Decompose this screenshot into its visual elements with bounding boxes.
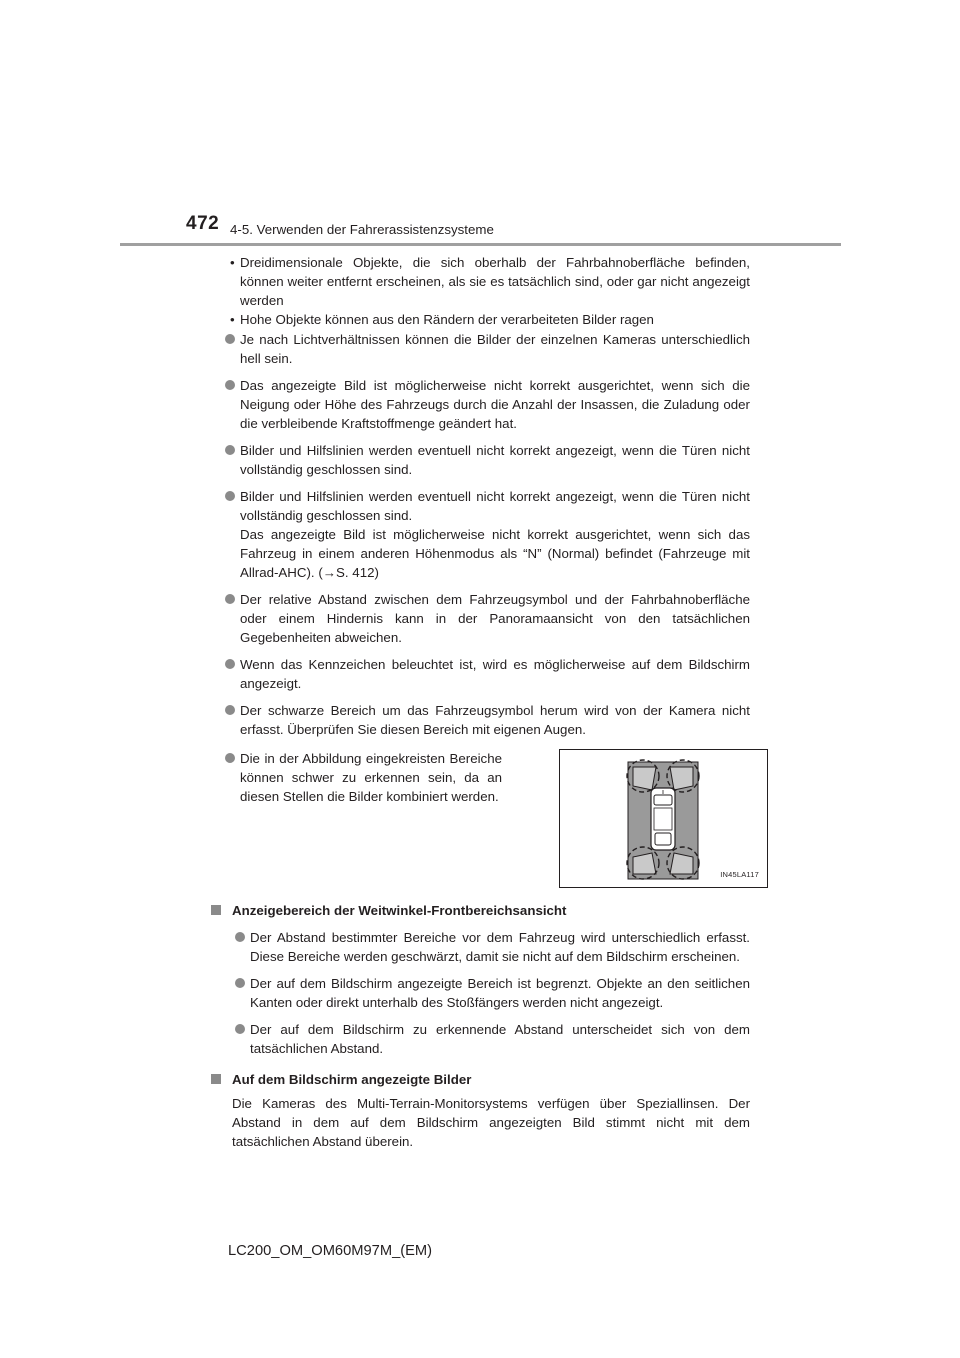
section-title: 4-5. Verwenden der Fahrerassistenzsysteme bbox=[230, 222, 494, 237]
camera-overlap-figure bbox=[559, 749, 768, 888]
bullet-icon bbox=[225, 491, 235, 501]
list-item: Der relative Abstand zwischen dem Fahrzeugsymbol und der Fahrbahnoberfläche oder einem Hindernis kann in der Panoramaansicht von den tatsächlichen Gegebenheiten abweichen. bbox=[222, 590, 750, 647]
list-item: Je nach Lichtverhältnissen können die Bilder der einzelnen Kameras unterschiedlich hell sein. bbox=[222, 330, 750, 368]
list-item: Der auf dem Bildschirm zu erkennende Abstand unterscheidet sich von dem tatsächlichen Abstand. bbox=[232, 1020, 750, 1058]
list-item: Bilder und Hilfslinien werden eventuell nicht korrekt angezeigt, wenn die Türen nicht vollständig geschlossen sind. bbox=[222, 441, 750, 479]
bullet-icon bbox=[225, 380, 235, 390]
sub-bullet-icon: • bbox=[230, 312, 235, 327]
figure-caption: IN45LA117 bbox=[720, 870, 759, 879]
sub-list-item: • Dreidimensionale Objekte, die sich oberhalb der Fahrbahnoberfläche befinden, können weiter entfernt erscheinen, als sie es tatsächlich sind, oder gar nicht angezeigt werden bbox=[230, 255, 750, 308]
document-code: LC200_OM_OM60M97M_(EM) bbox=[228, 1243, 433, 1259]
list-item-with-figure: Die in der Abbildung eingekreisten Bereiche können schwer zu erkennen sein, da an diesen Stellen die Bilder kombiniert werden. IN45LA117 bbox=[222, 749, 750, 887]
sub-list-item: • Hohe Objekte können aus den Rändern der verarbeiteten Bilder ragen bbox=[230, 312, 654, 327]
list-item: Das angezeigte Bild ist möglicherweise nicht korrekt ausgerichtet, wenn sich die Neigung oder Höhe des Fahrzeugs durch die Anzahl der Insassen, die Zuladung oder die verbleibende Kraftstoffmenge geändert hat. bbox=[222, 376, 750, 433]
bullet-icon bbox=[235, 1024, 245, 1034]
sub-bullet-icon: • bbox=[230, 255, 235, 270]
bullet-icon bbox=[225, 334, 235, 344]
bullet-icon bbox=[225, 594, 235, 604]
section-body: Die Kameras des Multi-Terrain-Monitorsystems verfügen über Speziallinsen. Der Abstand in dem auf dem Bildschirm angezeigten Bild stimmt nicht mit dem tatsächlichen Abstand überein. bbox=[232, 1096, 750, 1149]
square-bullet-icon bbox=[211, 905, 221, 915]
list-item: Wenn das Kennzeichen beleuchtet ist, wird es möglicherweise auf dem Bildschirm angezeigt. bbox=[222, 655, 750, 693]
list-item: Bilder und Hilfslinien werden eventuell nicht korrekt angezeigt, wenn die Türen nicht vollständig geschlossen sind. Das angezeigte Bild ist möglicherweise nicht korrekt ausgerichtet, wenn sich das Fahrzeug in einem anderen Höhenmodus als “N” (Normal) befindet (Fahrzeuge mit Allrad-AHC). (→S. 412) bbox=[222, 487, 750, 582]
square-bullet-icon bbox=[211, 1074, 221, 1084]
page-header bbox=[0, 0, 960, 250]
list-item: Der Abstand bestimmter Bereiche vor dem Fahrzeug wird unterschiedlich erfasst. Diese Bereiche werden geschwärzt, damit sie nicht auf dem Bildschirm erscheinen. bbox=[232, 928, 750, 966]
main-content bbox=[222, 253, 759, 1151]
list-item: Der auf dem Bildschirm angezeigte Bereich ist begrenzt. Objekte an den seitlichen Kanten oder direkt unterhalb des Stoßfängers werden nicht angezeigt. bbox=[232, 974, 750, 1012]
bullet-icon bbox=[225, 659, 235, 669]
sub-list bbox=[222, 253, 750, 329]
section-heading: Anzeigebereich der Weitwinkel-Frontbereichsansicht bbox=[222, 901, 750, 920]
bullet-icon bbox=[225, 445, 235, 455]
header-divider bbox=[120, 243, 841, 246]
section-heading: Auf dem Bildschirm angezeigte Bilder bbox=[222, 1070, 750, 1089]
bullet-icon bbox=[235, 932, 245, 942]
bullet-icon bbox=[225, 705, 235, 715]
list-item: Der schwarze Bereich um das Fahrzeugsymbol herum wird von der Kamera nicht erfasst. Überprüfen Sie diesen Bereich mit eigenen Augen. bbox=[222, 701, 750, 739]
page-number: 472 bbox=[186, 213, 220, 234]
bullet-icon bbox=[235, 978, 245, 988]
bullet-icon bbox=[225, 753, 235, 763]
